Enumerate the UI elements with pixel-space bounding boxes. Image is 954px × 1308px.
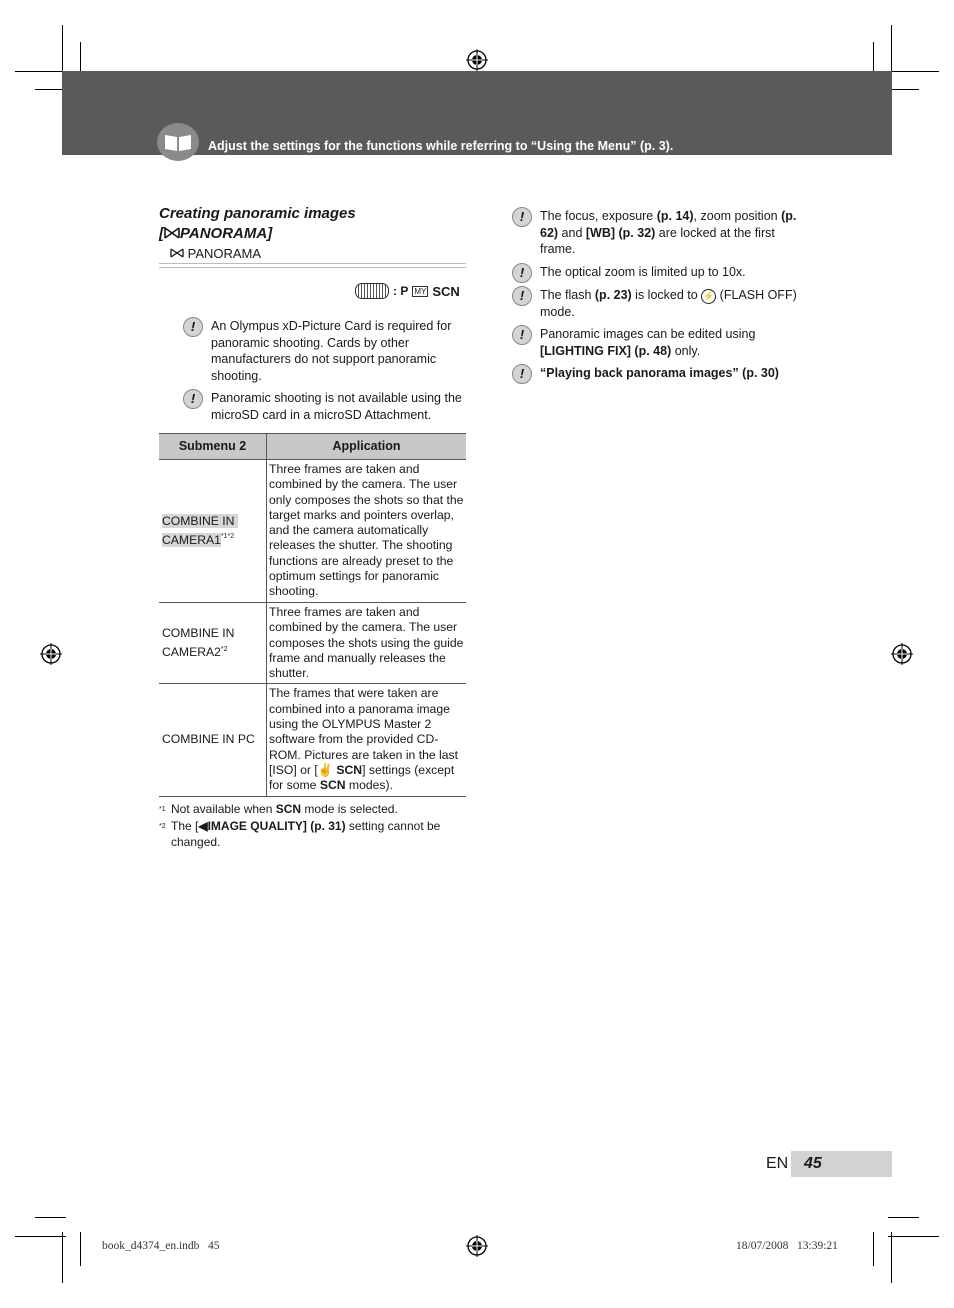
note-item: ! The focus, exposure (p. 14), zoom position (p. 62) and [WB] (p. 32) are locked at the first frame. [512,208,797,258]
section-title: Creating panoramic images [ PANORAMA] [159,205,356,242]
flash-off-icon: ⚡ [701,289,716,304]
option-cell: COMBINE IN CAMERA2$^{*2}$ [159,603,267,684]
book-icon [157,123,199,161]
crop-mark [80,1232,81,1266]
shooting-modes: : P MY SCN [355,283,460,299]
language-label: EN [766,1155,789,1172]
mode-dial-icon [355,283,389,299]
description-cell: Three frames are taken and combined by the camera. The user composes the shots using the guide frame and manually releases the shutter. [267,603,467,684]
note-item: ! Panoramic shooting is not available using the microSD card in a microSD Attachment. [183,390,466,423]
note-item: ! “Playing back panorama images” (p. 30) [512,365,797,384]
registration-mark-icon [40,643,62,665]
caution-icon: ! [512,325,532,345]
page-number: 45 [804,1155,822,1172]
portrait-icon: ✌ [317,762,333,777]
option-cell: COMBINE IN PC [159,684,267,796]
crop-mark [62,1232,63,1283]
caution-icon: ! [512,286,532,306]
crop-mark [891,1232,892,1283]
crop-mark [35,1217,66,1218]
divider [159,267,466,268]
panorama-icon [170,248,184,258]
description-cell: The frames that were taken are combined into a panorama image using the OLYMPUS Master 2 software from the provided CD-ROM. Pictures are taken in the last [ISO] or [✌ SCN] settings (except for some SCN modes). [267,684,467,796]
note-item: ! The optical zoom is limited up to 10x. [512,264,797,283]
crop-mark [62,25,63,76]
submenu-table [159,433,466,797]
submenu-path: PANORAMA [170,246,261,261]
footer-datetime: 18/07/2008 13:39:21 [736,1240,838,1252]
footnote: *2 The [◀IMAGE QUALITY] (p. 31) setting cannot be changed. [159,819,441,849]
image-quality-icon: ◀ [198,819,208,833]
table-header-row [159,434,466,460]
registration-mark-icon [466,1235,488,1257]
crop-mark [873,1232,874,1266]
registration-mark-icon [891,643,913,665]
caution-icon: ! [183,389,203,409]
crop-mark [888,71,939,72]
caution-icon: ! [183,317,203,337]
footnotes [159,801,469,850]
column-header: Application [267,434,467,460]
divider [159,263,466,264]
note-item: ! An Olympus xD-Picture Card is required for panoramic shooting. Cards by other manufacturers do not support panoramic shooting. [183,318,453,384]
crop-mark [888,1217,919,1218]
registration-mark-icon [466,49,488,71]
caution-icon: ! [512,364,532,384]
crop-mark [15,71,66,72]
crop-mark [15,1236,66,1237]
column-header: Submenu 2 [159,434,267,460]
crop-mark [888,1236,939,1237]
crop-mark [891,25,892,76]
table-row [159,460,466,603]
header-instruction: Adjust the settings for the functions while referring to “Using the Menu” (p. 3). [208,139,674,153]
note-item: ! The flash (p. 23) is locked to ⚡ (FLASH OFF) mode. [512,287,797,321]
caution-icon: ! [512,263,532,283]
footer-file: book_d4374_en.indb 45 [102,1240,220,1252]
table-row [159,684,466,796]
myset-icon: MY [414,286,427,296]
note-item: ! Panoramic images can be edited using [LIGHTING FIX] (p. 48) only. [512,326,797,359]
footnote: *1 Not available when SCN mode is selected. [159,802,398,816]
panorama-icon [164,227,180,239]
caution-icon: ! [512,207,532,227]
option-cell: COMBINE IN $CAMERA1^{*1*2}$ [159,460,267,603]
description-cell: Three frames are taken and combined by the camera. The user only composes the shots so that the target marks and pointers overlap, and the camera automatically releases the shutter. The shooting functions are already preset to the optimum settings for panoramic shooting. [267,460,467,603]
crop-mark [888,89,919,90]
table-row [159,603,466,684]
